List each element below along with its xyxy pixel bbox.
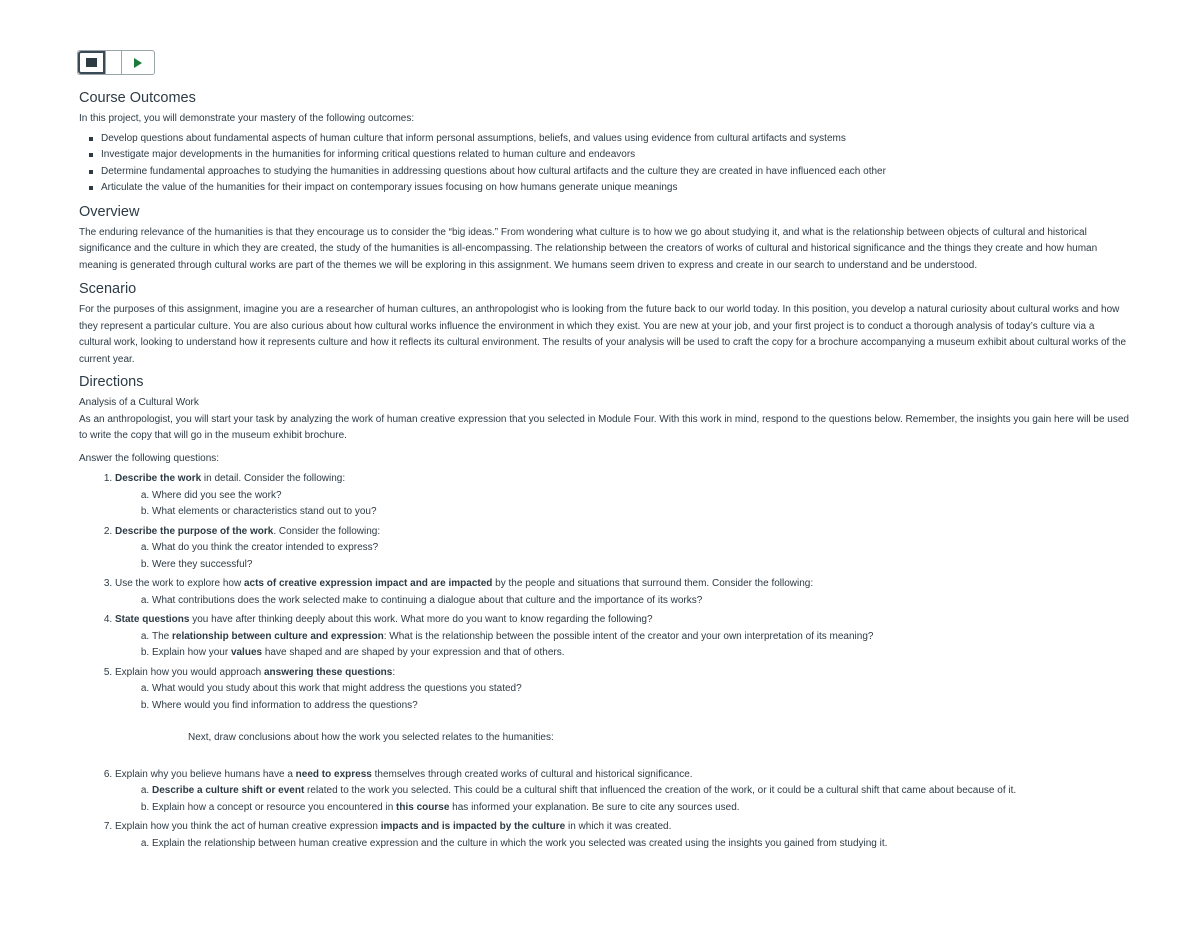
stop-icon — [86, 58, 97, 67]
sub-bold: relationship between culture and expression — [172, 630, 384, 642]
media-toolbar — [77, 50, 155, 75]
question-3-pre: Use the work to explore how — [115, 578, 244, 589]
sub-question: a. What do you think the creator intended to express? — [152, 540, 1129, 557]
question-5-text: : — [392, 666, 396, 678]
question-4 — [115, 612, 1129, 662]
sub-question: b. What elements or characteristics stand out to you? — [152, 504, 1129, 521]
question-1-subs — [115, 488, 1129, 521]
question-7 — [115, 819, 1129, 852]
sub-question — [152, 800, 1129, 817]
question-3-subs — [115, 593, 1129, 610]
sub-question — [152, 783, 1129, 800]
question-6 — [115, 767, 1129, 817]
question-1-text: in detail. Consider the following: — [201, 473, 346, 484]
directions-text: As an anthropologist, you will start your task by analyzing the work of human creative expression that you selected in Module Four. With this work in mind, respond to the questions below. Remember, the insights you gain here will be used to write the copy that will go in the museum exhibit brochure. — [79, 413, 1129, 441]
sub-rest: has informed your explanation. Be sure to cite any sources used. — [449, 801, 740, 813]
question-4-bold: State questions — [115, 614, 190, 625]
sub-question: a. Explain the relationship between human creative expression and the culture in which the work you selected was created using the insights you gained from studying it. — [152, 836, 1129, 853]
sub-pre: The — [152, 630, 173, 642]
question-1-bold: Describe the work — [115, 473, 202, 484]
question-2-text: . Consider the following: — [273, 525, 381, 537]
outcomes-list — [79, 131, 1129, 197]
course-outcomes-heading: Course Outcomes — [79, 90, 196, 106]
sub-question: a. What would you study about this work that might address the questions you stated? — [152, 681, 1129, 698]
sub-rest: : What is the relationship between the possible intent of the creator and your own interpretation of its meaning? — [383, 630, 874, 642]
question-2 — [115, 524, 1129, 574]
question-7-subs — [115, 836, 1129, 853]
outcome-item: Investigate major developments in the humanities for informing critical questions related to human culture and endeavors — [101, 147, 1129, 164]
sub-question — [152, 645, 1129, 662]
directions-subheading: Analysis of a Cultural Work — [79, 397, 199, 408]
sub-rest: have shaped and are shaped by your expression and that of others. — [262, 647, 565, 658]
question-6-bold: need to express — [295, 768, 372, 780]
sub-pre: Explain how a concept or resource you encountered in — [152, 801, 397, 813]
stop-button[interactable] — [78, 51, 105, 74]
question-7-bold: impacts and is impacted by the culture — [380, 821, 566, 832]
toolbar-divider-button[interactable] — [105, 51, 122, 74]
sub-bold: this course — [396, 801, 450, 813]
assignment-page — [79, 50, 1129, 855]
question-5-bold: answering these questions — [263, 666, 393, 678]
sub-question: a. Where did you see the work? — [152, 488, 1129, 505]
question-1 — [115, 471, 1129, 521]
play-icon — [134, 58, 142, 68]
question-6-pre: Explain why you believe humans have a — [115, 768, 296, 780]
question-3 — [115, 576, 1129, 609]
question-6-text: themselves through created works of cultural and historical significance. — [371, 768, 693, 780]
sub-question — [152, 629, 1129, 646]
answer-intro: Answer the following questions: — [79, 452, 220, 464]
outcomes-intro: In this project, you will demonstrate your mastery of the following outcomes: — [79, 113, 415, 124]
question-3-text: by the people and situations that surround them. Consider the following: — [492, 578, 814, 589]
question-4-text: you have after thinking deeply about this work. What more do you want to know regarding the following? — [189, 614, 653, 625]
question-7-pre: Explain how you think the act of human creative expression — [115, 821, 381, 832]
question-5-subs — [115, 681, 1129, 714]
question-5 — [115, 665, 1129, 747]
question-5-pre: Explain how you would approach — [115, 666, 264, 678]
question-3-bold: acts of creative expression impact and are impacted — [243, 578, 493, 589]
scenario-text: For the purposes of this assignment, imagine you are a researcher of human cultures, an anthropologist who is looking from the future back to our world today. In this position, you develop a natural curiosity about cultural works and how they represent a particular culture. You are also curious about how cultural works influence the environment in which they exist. You are new at your job, and your first project is to conduct a thorough analysis of today’s culture via a cultural work, looking to understand how it represents culture and how it reflects its cultural environment. The results of your analysis will be used to craft the copy for a brochure accompanying a museum exhibit about cultural works of the current year. — [79, 304, 1127, 365]
questions-list — [79, 471, 1129, 852]
outcome-item: Determine fundamental approaches to studying the humanities in addressing questions about how cultural artifacts and the culture they are created in have influenced each other — [101, 164, 1129, 181]
sub-question: b. Where would you find information to address the questions? — [152, 698, 1129, 715]
sub-question: b. Were they successful? — [152, 557, 1129, 574]
outcome-item: Articulate the value of the humanities for their impact on contemporary issues focusing on how humans generate unique meanings — [101, 180, 1129, 197]
question-2-bold: Describe the purpose of the work — [115, 525, 274, 537]
question-4-subs — [115, 629, 1129, 662]
next-instruction: Next, draw conclusions about how the work you selected relates to the humanities: — [188, 732, 554, 743]
sub-pre: Explain how your — [152, 647, 231, 658]
scenario-heading: Scenario — [79, 281, 137, 297]
question-6-subs — [115, 783, 1129, 816]
overview-text: The enduring relevance of the humanities is that they encourage us to consider the “big ideas.” From wondering what culture is to how we go about studying it, and what is the relationship between objects of cultural and historical significance and the culture in which they are created, the study of the humanities is all-encompassing. The relationship between the creators of works of cultural and historical significance and the things they create and how human meaning is generated through cultural works are part of the themes we will be exploring in this assignment. We humans seem driven to express and create in our search to understand and be understood. — [79, 226, 1098, 271]
sub-question: a. What contributions does the work selected make to continuing a dialogue about that culture and the importance of its works? — [152, 593, 1129, 610]
overview-heading: Overview — [79, 203, 140, 220]
sub-bold: Describe a culture shift or event — [152, 785, 305, 796]
question-2-subs — [115, 540, 1129, 573]
question-7-text: in which it was created. — [565, 821, 672, 832]
sub-rest: related to the work you selected. This could be a cultural shift that influenced the creation of the work, or it could be a cultural shift that came about because of it. — [304, 785, 1017, 796]
sub-bold: values — [230, 647, 263, 658]
outcome-item: Develop questions about fundamental aspects of human culture that inform personal assumptions, beliefs, and values using evidence from cultural artifacts and systems — [101, 131, 1129, 148]
directions-heading: Directions — [79, 374, 144, 390]
play-button[interactable] — [122, 51, 154, 74]
